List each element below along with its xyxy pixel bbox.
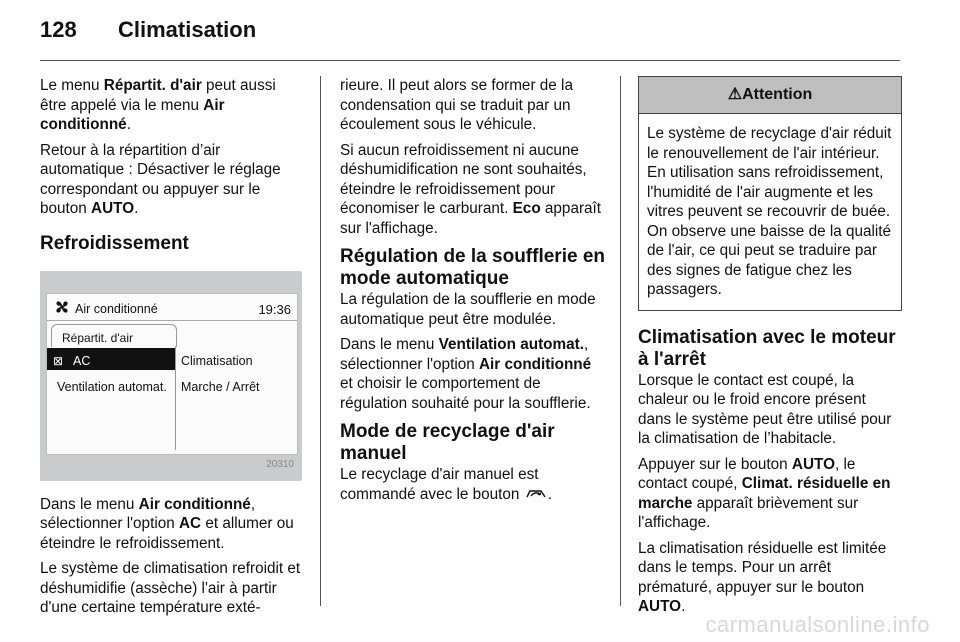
- page-number: 128: [40, 17, 77, 42]
- watermark: carmanualsonline.info: [705, 612, 930, 637]
- column-1: [40, 76, 306, 624]
- display-title: Air conditionné: [75, 301, 158, 316]
- header-rule: [40, 60, 900, 61]
- display-clock: 19:36: [258, 301, 291, 317]
- paragraph: Le système de climatisation refroidit et déshumidifie (assèche) l'air à partir d'une certaine température exté-: [40, 560, 301, 616]
- display-tab: Répartit. d'air: [51, 324, 177, 347]
- display-item-ac-value: Climatisation: [181, 353, 253, 368]
- paragraph: Appuyer sur le bouton AUTO, le contact coupé, Climat. résiduelle en marche apparaît brièvement sur l'affichage.: [638, 455, 891, 531]
- heading-moteur: Climatisation avec le moteur à l'arrêt: [638, 326, 896, 370]
- paragraph: Si aucun refroidissement ni aucune déshumidification ne sont souhaités, éteindre le refroidissement pour économiser le carburant. Eco apparaît sur l'affichage.: [340, 141, 602, 237]
- paragraph: Dans le menu Ventilation automat., sélectionner l'option Air conditionné et choisir le comportement de régulation souhaité pour la soufflerie.: [340, 336, 592, 412]
- heading-regulation: Régulation de la soufflerie en mode automatique: [340, 246, 605, 289]
- display-item-ventilation: Ventilation automat.: [57, 379, 167, 394]
- paragraph: Dans le menu Air conditionné, sélectionner l'option AC et allumer ou éteindre le refroidissement.: [40, 495, 294, 552]
- heading-refroidissement: Refroidissement: [40, 232, 189, 254]
- paragraph: La climatisation résiduelle est limitée dans le temps. Pour un arrêt prématuré, appuyer sur le bouton AUTO.: [638, 539, 887, 615]
- attention-text: Le système de recyclage d'air réduit le renouvellement de l'air intérieur. En utilisation sans refroidissement, l'humidité de l'air augmente et les vitres peuvent se recouvrir de buée. On observe une baisse de la qualité de l'air, ce qui peut se traduire par des signes de fatigue chez les passagers.: [647, 125, 892, 298]
- attention-box: [638, 76, 902, 311]
- display-item-ac: ⊠ AC: [47, 348, 175, 370]
- attention-header: [639, 77, 901, 114]
- recirculation-icon: [524, 488, 548, 500]
- figure-reference: 20310: [266, 459, 294, 470]
- paragraph: Lorsque le contact est coupé, la chaleur ou le froid encore présent dans le système peut être utilisé pour la climatisation de l’habitacle.: [638, 371, 892, 447]
- display-screenshot: [40, 271, 302, 481]
- attention-title: Attention: [742, 86, 813, 103]
- column-3: [638, 76, 902, 623]
- paragraph: Retour à la répartition d’air automatique : Désactiver le réglage correspondant ou appuyer sur le bouton AUTO.: [40, 141, 281, 217]
- paragraph: Le menu Répartit. d'air peut aussi être appelé via le menu Air conditionné.: [40, 77, 276, 133]
- page-title: Climatisation: [118, 17, 257, 42]
- paragraph: rieure. Il peut alors se former de la condensation qui se traduit par un écoulement sous le véhicule.: [340, 77, 573, 133]
- fan-icon: [53, 298, 71, 316]
- warning-icon: ⚠: [727, 86, 743, 103]
- column-2: [340, 76, 606, 510]
- column-divider-2: [620, 76, 621, 606]
- display-title-bar: [47, 294, 297, 321]
- checkbox-icon: ⊠: [53, 353, 64, 368]
- heading-recyclage: Mode de recyclage d'air manuel: [340, 421, 555, 464]
- paragraph: La régulation de la soufflerie en mode automatique peut être modulée.: [340, 291, 596, 328]
- paragraph: Le recyclage d'air manuel est commandé avec le bouton .: [340, 466, 552, 503]
- display-panel: [46, 293, 298, 455]
- column-divider-1: [320, 76, 321, 606]
- display-item-ventilation-value: Marche / Arrêt: [181, 379, 260, 394]
